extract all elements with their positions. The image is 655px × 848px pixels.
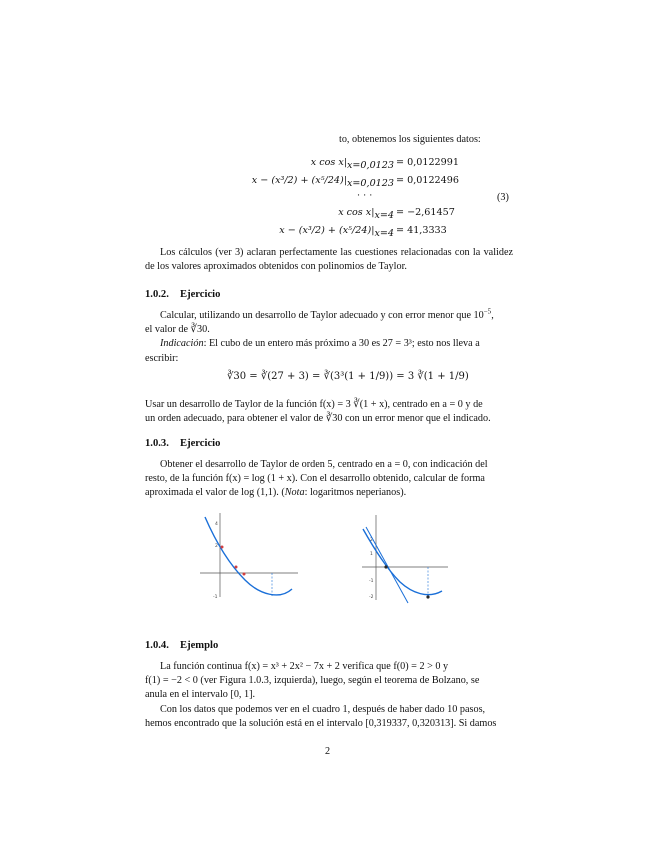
paragraph-calculos: Los cálculos (ver 3) aclaran perfectamente las cuestiones relacionadas con la validez de los valores aproximados obtenidos con polinomios de Taylor. [145,247,513,273]
equation-line-4: x $\cos x|_{x=4}$ [338,207,394,221]
equation-line-5: $x - (x^3/2) + (x^5/24)|_{x=4}$ [279,225,394,239]
left-curve [205,517,292,595]
section-heading-104: 1.0.4. Ejemplo [145,640,219,651]
equation-value-1: = 0,0122991 [396,157,459,168]
equation-ellipsis: · · · [357,190,373,201]
page-number: 2 [325,746,331,757]
right-curve [363,529,442,595]
equation-value-5: = 41,3333 [396,225,447,236]
left-point [243,573,246,576]
right-tick-label: 2 [370,538,373,543]
equation-line-2: $x - (x^3/2) + (x^5/24)|_{x=0,0123}$ [251,175,394,189]
exercise-102-statement: Calcular, utilizando un desarrollo de Taylor adecuado y con error menor que $10^{-5}$, el valor de ∛30. Indicación: El cubo de un entero más próximo a 30 es 27 = 3³; esto nos lleva a escribir: [145,307,494,364]
left-point [221,546,224,549]
right-point [426,595,429,598]
left-tick-label: -1 [213,595,218,600]
exercise-103-statement: Obtener el desarrollo de Taylor de orden 5, centrado en a = 0, con indicación del resto, de la función f(x) = log (1 + x). Con el desarrollo obtenido, calcular de forma aproximada el valor de log (1,1). (Nota: logaritmos neperianos). [145,459,488,499]
cube-root-formula: ∛30 = ∛(27 + 3) = ∛(3³(1 + 1/9)) = 3 ∛(1 + 1/9) [227,371,469,382]
right-tangent-line [366,527,408,603]
left-plot [200,513,298,600]
equation-value-4: = −2,61457 [396,207,455,218]
exercise-102-hint: Usar un desarrollo de Taylor de la función f(x) = 3 ∛(1 + x), centrado en a = 0 y de un orden adecuado, para obtener el valor de ∛30 con un error menor que el indicado. [145,399,491,425]
right-tick-label: 1 [370,552,373,557]
section-heading-103: 1.0.3. Ejercicio [145,438,221,449]
intro-text: to, obtenemos los siguientes datos: [339,134,481,145]
right-plot [362,515,448,603]
equation-number: (3) [497,192,509,203]
figure-plots [0,505,655,645]
section-heading-102: 1.0.2. Ejercicio [145,289,221,300]
left-tick-label: 2 [215,544,218,549]
right-point [384,565,387,568]
right-tick-label: -1 [369,579,374,584]
equation-line-1: x $\cos x|_{x=0,0123}$ [310,157,394,171]
left-tick-label: 4 [215,522,218,527]
equation-value-2: = 0,0122496 [396,175,459,186]
right-tick-label: -2 [369,595,374,600]
left-point [235,566,238,569]
example-104-text: La función continua f(x) = x³ + 2x² − 7x + 2 verifica que f(0) = 2 > 0 y f(1) = −2 < 0 (ver Figura 1.0.3, izquierda), luego, según el teorema de Bolzano, se anula en el intervalo [0, 1]. Con los datos que podemos ver en el cuadro 1, después de haber dado 10 pasos, hemos encontrado que la solución está en el intervalo [0,319337, 0,320313]. Si damos [145,661,497,729]
